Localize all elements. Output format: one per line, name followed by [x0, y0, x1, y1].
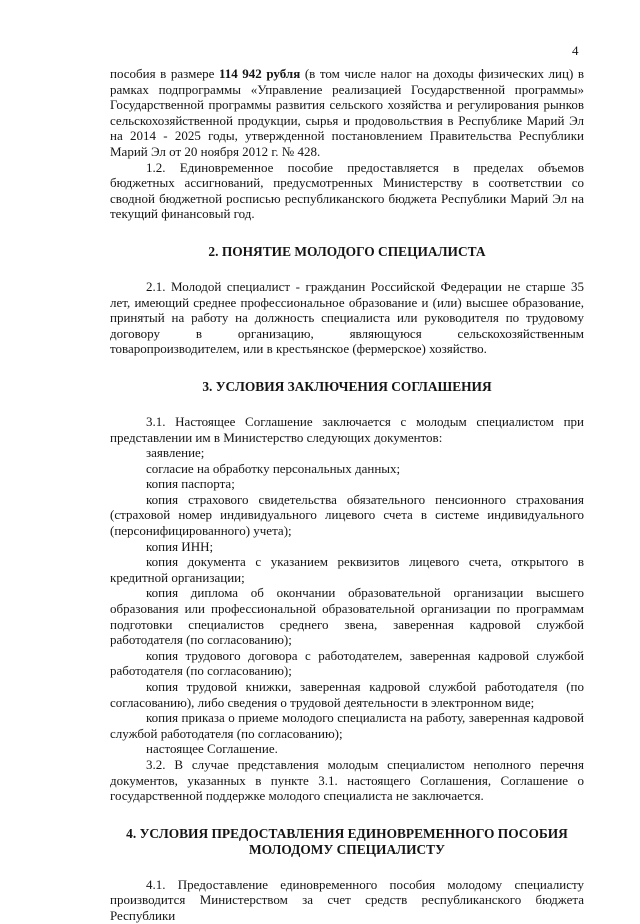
documents-list	[110, 445, 584, 757]
paragraph-3-1: 3.1. Настоящее Соглашение заключается с молодым специалистом при представлении им в Министерство следующих документов:	[110, 413, 584, 445]
document-item: копия паспорта;	[146, 476, 235, 492]
section-4-heading-line2: МОЛОДОМУ СПЕЦИАЛИСТУ	[249, 841, 445, 857]
intro-paragraph	[110, 66, 584, 160]
document-item: настоящее Соглашение.	[146, 741, 278, 757]
document-item: копия диплома об окончании образовательной организации высшего образования или профессиональной образовательной организации по программам подготовки специалистов среднего звена, заверенная кадровой службой работодателя (по согласованию);	[110, 585, 584, 648]
document-item: согласие на обработку персональных данных;	[146, 460, 401, 476]
section-2-heading: 2. ПОНЯТИЕ МОЛОДОГО СПЕЦИАЛИСТА	[208, 243, 486, 259]
document-item: копия документа с указанием реквизитов лицевого счета, открытого в кредитной организации;	[110, 554, 584, 585]
paragraph-4-1: 4.1. Предоставление единовременного пособия молодому специалисту производится Министерством за счет средств республиканского бюджета Республики	[110, 876, 584, 923]
document-item: копия страхового свидетельства обязательного пенсионного страхования (страховой номер индивидуального лицевого счета в системе индивидуального (персонифицированного) учета);	[110, 491, 584, 539]
document-body	[110, 66, 584, 924]
section-4-heading	[110, 826, 584, 858]
intro-text-start: пособия в размере	[110, 66, 219, 81]
document-item: копия трудовой книжки, заверенная кадровой службой работодателя (по согласованию), либо сведения о трудовой деятельности в электронном виде;	[110, 679, 584, 710]
document-item: копия приказа о приеме молодого специалиста на работу, заверенная кадровой службой работодателя (по согласованию);	[110, 710, 584, 741]
document-item: копия трудового договора с работодателем, заверенная кадровой службой работодателя (по согласованию);	[110, 647, 584, 679]
section-3-heading: 3. УСЛОВИЯ ЗАКЛЮЧЕНИЯ СОГЛАШЕНИЯ	[202, 378, 492, 394]
page-number: 4	[572, 43, 579, 58]
intro-text-end: (в том числе налог на доходы физических лиц) в рамках подпрограммы «Управление реализацией Государственной программы» Государственной программы развития сельского хозяйства и регулирования рынков сельскохозяйственной продукции, сырья и продовольствия в Республике Марий Эл на 2014 - 2025 годы, утвержденной постановлением Правительства Республики Марий Эл от 20 ноября 2012 г. № 428.	[110, 66, 584, 159]
benefit-amount: 114 942 рубля	[218, 66, 301, 81]
document-item: копия ИНН;	[146, 538, 214, 554]
paragraph-3-2: 3.2. В случае представления молодым специалистом неполного перечня документов, указанных в пункте 3.1. настоящего Соглашения, Соглашение о государственной поддержке молодого специалиста не заключается.	[110, 756, 584, 804]
paragraph-2-1: 2.1. Молодой специалист - гражданин Российской Федерации не старше 35 лет, имеющий среднее профессиональное образование и (или) высшее образование, принятый на работу на должность специалиста или руководителя по трудовому договору в организацию, являющуюся сельскохозяйственным товаропроизводителем, или в крестьянское (фермерское) хозяйство.	[110, 278, 584, 357]
document-item: заявление;	[146, 445, 205, 461]
paragraph-1-2: 1.2. Единовременное пособие предоставляется в пределах объемов бюджетных ассигнований, предусмотренных Министерству в соответствии со сводной бюджетной росписью республиканского бюджета Республики Марий Эл на текущий финансовый год.	[110, 159, 584, 222]
section-4-heading-line1: 4. УСЛОВИЯ ПРЕДОСТАВЛЕНИЯ ЕДИНОВРЕМЕННОГО ПОСОБИЯ	[126, 825, 568, 841]
